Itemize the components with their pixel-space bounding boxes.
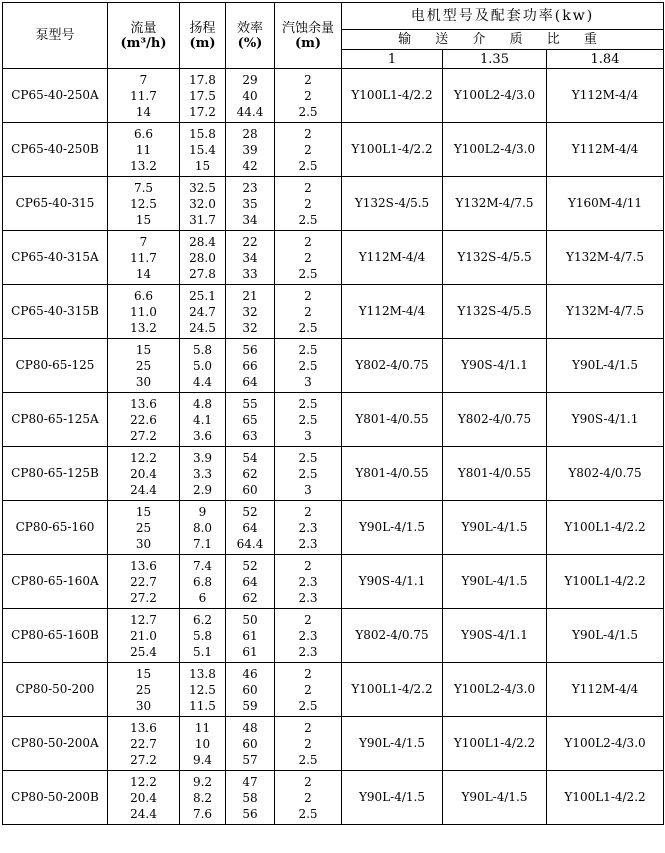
flow-values: 7 11.7 14 bbox=[108, 69, 180, 123]
col-header-model: 泵型号 bbox=[3, 3, 108, 69]
pump-model: CP80-50-200 bbox=[3, 663, 108, 717]
pump-model: CP80-65-160A bbox=[3, 555, 108, 609]
pump-model: CP80-65-160 bbox=[3, 501, 108, 555]
head-values: 9.2 8.2 7.6 bbox=[180, 771, 226, 825]
npsh-values: 2 2 2.5 bbox=[275, 69, 342, 123]
npsh-values: 2.5 2.5 3 bbox=[275, 393, 342, 447]
motor-sg-1-84: Y132M-4/7.5 bbox=[547, 285, 664, 339]
efficiency-values: 52 64 64.4 bbox=[226, 501, 275, 555]
npsh-values: 2.5 2.5 3 bbox=[275, 339, 342, 393]
flow-values: 15 25 30 bbox=[108, 339, 180, 393]
head-values: 5.8 5.0 4.4 bbox=[180, 339, 226, 393]
motor-sg-1: Y802-4/0.75 bbox=[342, 609, 443, 663]
flow-values: 13.6 22.7 27.2 bbox=[108, 555, 180, 609]
motor-sg-1-35: Y132M-4/7.5 bbox=[443, 177, 547, 231]
motor-sg-1-35: Y90L-4/1.5 bbox=[443, 771, 547, 825]
table-row bbox=[3, 717, 664, 771]
efficiency-values: 56 66 64 bbox=[226, 339, 275, 393]
motor-sg-1-84: Y100L1-4/2.2 bbox=[547, 771, 664, 825]
pump-model: CP80-50-200A bbox=[3, 717, 108, 771]
motor-sg-1-35: Y100L2-4/3.0 bbox=[443, 663, 547, 717]
motor-sg-1: Y90L-4/1.5 bbox=[342, 771, 443, 825]
col-header-head: 扬程 (m) bbox=[180, 3, 226, 69]
head-values: 17.8 17.5 17.2 bbox=[180, 69, 226, 123]
flow-values: 7.5 12.5 15 bbox=[108, 177, 180, 231]
motor-sg-1-35: Y132S-4/5.5 bbox=[443, 231, 547, 285]
motor-sg-1-84: Y112M-4/4 bbox=[547, 663, 664, 717]
head-values: 25.1 24.7 24.5 bbox=[180, 285, 226, 339]
npsh-values: 2 2.3 2.3 bbox=[275, 501, 342, 555]
head-values: 3.9 3.3 2.9 bbox=[180, 447, 226, 501]
npsh-values: 2 2 2.5 bbox=[275, 285, 342, 339]
efficiency-values: 21 32 32 bbox=[226, 285, 275, 339]
motor-sg-1-35: Y802-4/0.75 bbox=[443, 393, 547, 447]
npsh-values: 2 2.3 2.3 bbox=[275, 609, 342, 663]
flow-values: 7 11.7 14 bbox=[108, 231, 180, 285]
col-header-sg-1-35: 1.35 bbox=[443, 50, 547, 69]
pump-model: CP80-65-125A bbox=[3, 393, 108, 447]
npsh-values: 2 2.3 2.3 bbox=[275, 555, 342, 609]
table-row bbox=[3, 501, 664, 555]
pump-model: CP65-40-250A bbox=[3, 69, 108, 123]
head-values: 32.5 32.0 31.7 bbox=[180, 177, 226, 231]
motor-sg-1: Y801-4/0.55 bbox=[342, 447, 443, 501]
head-values: 15.8 15.4 15 bbox=[180, 123, 226, 177]
efficiency-values: 22 34 33 bbox=[226, 231, 275, 285]
table-row bbox=[3, 231, 664, 285]
npsh-values: 2.5 2.5 3 bbox=[275, 447, 342, 501]
motor-sg-1: Y90L-4/1.5 bbox=[342, 501, 443, 555]
table-row bbox=[3, 609, 664, 663]
efficiency-values: 46 60 59 bbox=[226, 663, 275, 717]
motor-sg-1-84: Y160M-4/11 bbox=[547, 177, 664, 231]
table-row bbox=[3, 447, 664, 501]
table-row bbox=[3, 69, 664, 123]
flow-values: 12.2 20.4 24.4 bbox=[108, 447, 180, 501]
motor-sg-1: Y132S-4/5.5 bbox=[342, 177, 443, 231]
col-header-sg-1-84: 1.84 bbox=[547, 50, 664, 69]
motor-sg-1-84: Y100L1-4/2.2 bbox=[547, 501, 664, 555]
col-header-motor-group: 电机型号及配套功率(kw) bbox=[342, 3, 664, 30]
efficiency-values: 28 39 42 bbox=[226, 123, 275, 177]
head-values: 11 10 9.4 bbox=[180, 717, 226, 771]
head-values: 7.4 6.8 6 bbox=[180, 555, 226, 609]
pump-model: CP80-65-125 bbox=[3, 339, 108, 393]
table-row bbox=[3, 123, 664, 177]
flow-values: 13.6 22.6 27.2 bbox=[108, 393, 180, 447]
motor-sg-1: Y90S-4/1.1 bbox=[342, 555, 443, 609]
pump-model: CP80-50-200B bbox=[3, 771, 108, 825]
head-values: 28.4 28.0 27.8 bbox=[180, 231, 226, 285]
npsh-values: 2 2 2.5 bbox=[275, 177, 342, 231]
motor-sg-1: Y90L-4/1.5 bbox=[342, 717, 443, 771]
motor-sg-1-84: Y90S-4/1.1 bbox=[547, 393, 664, 447]
pump-model: CP80-65-125B bbox=[3, 447, 108, 501]
motor-sg-1: Y100L1-4/2.2 bbox=[342, 663, 443, 717]
head-values: 4.8 4.1 3.6 bbox=[180, 393, 226, 447]
table-row bbox=[3, 285, 664, 339]
motor-sg-1-84: Y112M-4/4 bbox=[547, 69, 664, 123]
motor-sg-1-35: Y100L2-4/3.0 bbox=[443, 69, 547, 123]
motor-sg-1-35: Y90L-4/1.5 bbox=[443, 555, 547, 609]
pump-model: CP65-40-250B bbox=[3, 123, 108, 177]
motor-sg-1: Y802-4/0.75 bbox=[342, 339, 443, 393]
motor-sg-1-35: Y90L-4/1.5 bbox=[443, 501, 547, 555]
table-row bbox=[3, 771, 664, 825]
motor-sg-1-35: Y132S-4/5.5 bbox=[443, 285, 547, 339]
table-row bbox=[3, 555, 664, 609]
pump-model: CP65-40-315A bbox=[3, 231, 108, 285]
flow-values: 15 25 30 bbox=[108, 501, 180, 555]
col-header-flow: 流量 (m³/h) bbox=[108, 3, 180, 69]
motor-sg-1: Y112M-4/4 bbox=[342, 231, 443, 285]
pump-model: CP65-40-315 bbox=[3, 177, 108, 231]
npsh-values: 2 2 2.5 bbox=[275, 231, 342, 285]
motor-sg-1-35: Y801-4/0.55 bbox=[443, 447, 547, 501]
col-header-npsh: 汽蚀余量 (m) bbox=[275, 3, 342, 69]
pump-model: CP80-65-160B bbox=[3, 609, 108, 663]
efficiency-values: 55 65 63 bbox=[226, 393, 275, 447]
motor-sg-1-84: Y100L2-4/3.0 bbox=[547, 717, 664, 771]
pump-spec-table bbox=[2, 2, 664, 825]
flow-values: 12.7 21.0 25.4 bbox=[108, 609, 180, 663]
motor-sg-1: Y100L1-4/2.2 bbox=[342, 69, 443, 123]
table-row bbox=[3, 663, 664, 717]
flow-values: 15 25 30 bbox=[108, 663, 180, 717]
col-header-sg-1: 1 bbox=[342, 50, 443, 69]
npsh-values: 2 2 2.5 bbox=[275, 717, 342, 771]
motor-sg-1-84: Y90L-4/1.5 bbox=[547, 609, 664, 663]
table-row bbox=[3, 393, 664, 447]
flow-values: 13.6 22.7 27.2 bbox=[108, 717, 180, 771]
motor-sg-1-35: Y90S-4/1.1 bbox=[443, 609, 547, 663]
motor-sg-1-35: Y100L1-4/2.2 bbox=[443, 717, 547, 771]
motor-sg-1: Y801-4/0.55 bbox=[342, 393, 443, 447]
head-values: 9 8.0 7.1 bbox=[180, 501, 226, 555]
motor-sg-1-35: Y100L2-4/3.0 bbox=[443, 123, 547, 177]
npsh-values: 2 2 2.5 bbox=[275, 123, 342, 177]
flow-values: 6.6 11.0 13.2 bbox=[108, 285, 180, 339]
motor-sg-1-35: Y90S-4/1.1 bbox=[443, 339, 547, 393]
efficiency-values: 29 40 44.4 bbox=[226, 69, 275, 123]
motor-sg-1-84: Y100L1-4/2.2 bbox=[547, 555, 664, 609]
efficiency-values: 54 62 60 bbox=[226, 447, 275, 501]
motor-sg-1-84: Y112M-4/4 bbox=[547, 123, 664, 177]
flow-values: 12.2 20.4 24.4 bbox=[108, 771, 180, 825]
col-header-efficiency: 效率 (%) bbox=[226, 3, 275, 69]
npsh-values: 2 2 2.5 bbox=[275, 663, 342, 717]
head-values: 13.8 12.5 11.5 bbox=[180, 663, 226, 717]
efficiency-values: 47 58 56 bbox=[226, 771, 275, 825]
head-values: 6.2 5.8 5.1 bbox=[180, 609, 226, 663]
pump-model: CP65-40-315B bbox=[3, 285, 108, 339]
motor-sg-1-84: Y90L-4/1.5 bbox=[547, 339, 664, 393]
motor-sg-1: Y112M-4/4 bbox=[342, 285, 443, 339]
efficiency-values: 23 35 34 bbox=[226, 177, 275, 231]
motor-sg-1: Y100L1-4/2.2 bbox=[342, 123, 443, 177]
efficiency-values: 50 61 61 bbox=[226, 609, 275, 663]
motor-sg-1-84: Y132M-4/7.5 bbox=[547, 231, 664, 285]
motor-sg-1-84: Y802-4/0.75 bbox=[547, 447, 664, 501]
flow-values: 6.6 11 13.2 bbox=[108, 123, 180, 177]
npsh-values: 2 2 2.5 bbox=[275, 771, 342, 825]
table-row bbox=[3, 339, 664, 393]
col-header-medium-sg: 输 送 介 质 比 重 bbox=[342, 30, 664, 50]
efficiency-values: 48 60 57 bbox=[226, 717, 275, 771]
table-row bbox=[3, 177, 664, 231]
efficiency-values: 52 64 62 bbox=[226, 555, 275, 609]
